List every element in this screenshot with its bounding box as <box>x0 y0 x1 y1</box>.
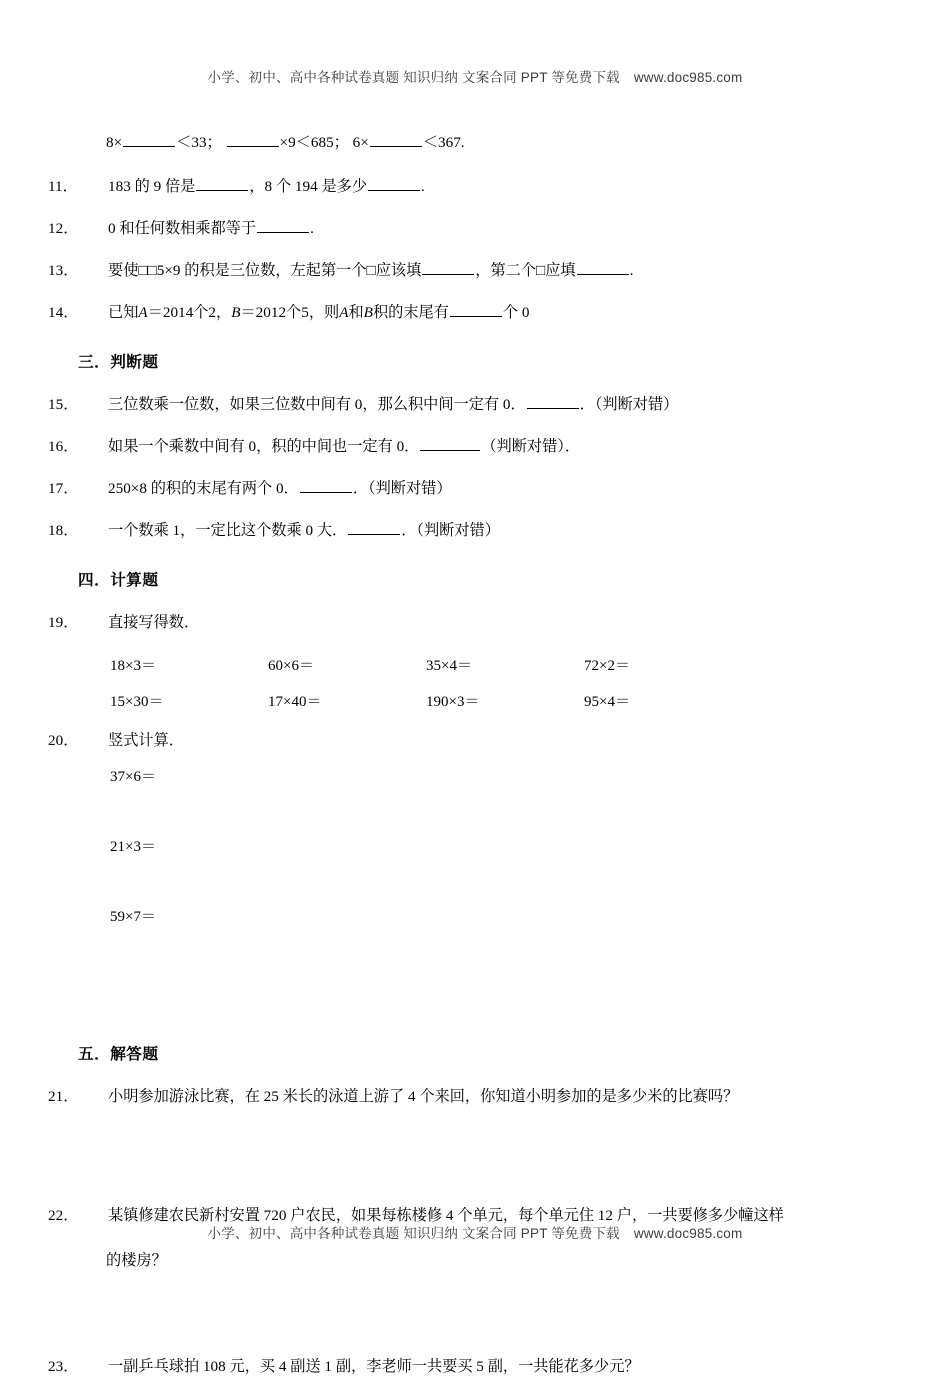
section-heading-calculate: 四．计算题 <box>78 572 159 589</box>
question-11 <box>48 170 878 204</box>
question-21-text: 小明参加游泳比赛，在 25 米长的泳道上游了 4 个来回，你知道小明参加的是多少米的比赛吗？ <box>108 1088 739 1105</box>
vertical-calc-item[interactable]: 59×7＝ <box>110 909 156 925</box>
calc-cell[interactable]: 17×40＝ <box>268 694 322 710</box>
question-15-number: 15． <box>48 396 79 413</box>
question-22-line1: 某镇修建农民新村安置 720 户农民，如果每栋楼修 4 个单元，每个单元住 12 户，一共要修多少幢这样 <box>108 1207 784 1224</box>
question-17-blank[interactable] <box>300 477 352 493</box>
question-15-text: 三位数乘一位数，如果三位数中间有 0，那么积中间一定有 0． <box>108 396 526 413</box>
calc-cell[interactable]: 15×30＝ <box>110 694 164 710</box>
question-11-part3: . <box>421 178 425 195</box>
calc-cell[interactable]: 95×4＝ <box>584 694 630 710</box>
question-22-line2: 的楼房？ <box>106 1252 167 1269</box>
question-12-blank-1[interactable] <box>257 217 309 233</box>
footer-watermark-text: 小学、初中、高中各种试卷真题 知识归纳 文案合同 PPT 等免费下载 <box>207 1226 620 1241</box>
question-16-text: 如果一个乘数中间有 0，积的中间也一定有 0． <box>108 438 420 455</box>
question-15-blank[interactable] <box>527 393 579 409</box>
calc-cell[interactable]: 72×2＝ <box>584 658 630 674</box>
question-18-tail: ．（判断对错） <box>401 522 500 539</box>
question-18-number: 18． <box>48 522 79 539</box>
question-17-tail: ．（判断对错） <box>352 480 452 497</box>
question-19-grid <box>78 648 878 720</box>
work-space <box>78 976 878 1022</box>
calc-cell[interactable]: 35×4＝ <box>426 658 472 674</box>
question-19-number: 19． <box>48 614 79 631</box>
question-12-part1: 0 和任何数相乘都等于 <box>108 220 257 237</box>
question-14-var-a: A <box>138 304 148 321</box>
question-13-blank-2[interactable] <box>577 259 629 275</box>
question-11-part1: 183 的 9 倍是 <box>108 178 196 195</box>
question-23-text: 一副乒乓球拍 108 元，买 4 副送 1 副，李老师一共要买 5 副，一共能花多少元？ <box>108 1358 640 1375</box>
calc-row <box>110 684 878 720</box>
vertical-calc-item[interactable]: 21×3＝ <box>110 839 156 855</box>
calc-cell[interactable]: 190×3＝ <box>426 694 480 710</box>
question-13-part3: . <box>629 262 634 279</box>
question-15-tail: ．（判断对错） <box>579 396 679 413</box>
q10-blank-2[interactable] <box>227 131 279 147</box>
question-23 <box>48 1350 878 1384</box>
question-14-part6: 个 0 <box>502 304 530 321</box>
question-17 <box>48 472 878 506</box>
calc-cell[interactable]: 18×3＝ <box>110 658 156 674</box>
q10-blank-3[interactable] <box>370 131 422 147</box>
question-23-number: 23． <box>48 1358 79 1375</box>
question-13-blank-1[interactable] <box>422 259 474 275</box>
header-watermark <box>0 66 950 86</box>
question-14-part2: ＝2014个2， <box>147 304 232 321</box>
section-heading-solve: 五．解答题 <box>78 1046 159 1063</box>
question-21 <box>48 1080 878 1114</box>
question-20-items <box>78 766 878 976</box>
question-20-number: 20． <box>48 732 79 749</box>
question-17-text: 250×8 的积的末尾有两个 0． <box>108 480 299 497</box>
question-11-blank-1[interactable] <box>196 175 248 191</box>
question-15 <box>48 388 878 422</box>
question-22-line2-row <box>78 1244 878 1278</box>
q10-prefix-a: 8× <box>106 134 123 151</box>
question-content <box>48 126 878 1392</box>
question-17-number: 17． <box>48 480 79 497</box>
question-14-number: 14． <box>48 304 79 321</box>
vertical-calc-item[interactable]: 37×6＝ <box>110 769 156 785</box>
q10-tail: ＜367. <box>422 134 465 151</box>
question-13-part2: ，第二个□应填 <box>475 262 576 279</box>
q10-blank-1[interactable] <box>123 131 175 147</box>
question-14-var-b: B <box>231 304 241 321</box>
question-14-part5: 积的末尾有 <box>372 304 449 321</box>
question-13-part1: 要使□□5×9 的积是三位数，左起第一个□应该填 <box>108 262 422 279</box>
question-14-part1: 已知 <box>108 304 139 321</box>
work-space <box>78 1122 878 1196</box>
question-14 <box>48 296 878 330</box>
q10-mid-a: ＜33； <box>176 134 222 151</box>
calc-row <box>110 648 878 684</box>
question-14-var-a2: A <box>339 304 349 321</box>
q10-mid-b: ×9＜685； <box>279 134 349 151</box>
question-16-tail: （判断对错）． <box>481 438 581 455</box>
question-13 <box>48 254 878 288</box>
question-11-part2: ，8 个 194 是多少 <box>249 178 368 195</box>
question-12-number: 12． <box>48 220 79 237</box>
question-14-var-b2: B <box>363 304 373 321</box>
question-18 <box>48 514 878 548</box>
question-18-text: 一个数乘 1，一定比这个数乘 0 大． <box>108 522 348 539</box>
calc-cell[interactable]: 60×6＝ <box>268 658 314 674</box>
work-space <box>78 1288 878 1350</box>
question-13-number: 13． <box>48 262 79 279</box>
question-14-part4: 和 <box>348 304 364 321</box>
question-10-continuation <box>78 126 878 160</box>
header-watermark-text: 小学、初中、高中各种试卷真题 知识归纳 文案合同 PPT 等免费下载 <box>207 70 620 85</box>
footer-watermark <box>0 1222 950 1242</box>
question-12 <box>48 212 878 246</box>
question-12-part2: . <box>310 220 314 237</box>
section-heading-judge: 三．判断题 <box>78 354 159 371</box>
question-14-blank-1[interactable] <box>450 301 502 317</box>
question-16 <box>48 430 878 464</box>
question-14-part3: ＝2012个5，则 <box>240 304 340 321</box>
question-22-number: 22． <box>48 1207 79 1224</box>
question-20 <box>48 724 878 758</box>
question-19 <box>48 606 878 640</box>
question-18-blank[interactable] <box>348 519 400 535</box>
question-11-number: 11． <box>48 178 78 195</box>
question-16-blank[interactable] <box>420 435 480 451</box>
question-16-number: 16． <box>48 438 79 455</box>
question-19-prompt: 直接写得数． <box>108 614 200 631</box>
footer-watermark-url: www.doc985.com <box>633 1226 743 1241</box>
question-20-prompt: 竖式计算． <box>108 732 184 749</box>
q10-prefix-c: 6× <box>352 134 369 151</box>
question-21-number: 21． <box>48 1088 79 1105</box>
question-11-blank-2[interactable] <box>368 175 420 191</box>
header-watermark-url: www.doc985.com <box>633 70 743 85</box>
